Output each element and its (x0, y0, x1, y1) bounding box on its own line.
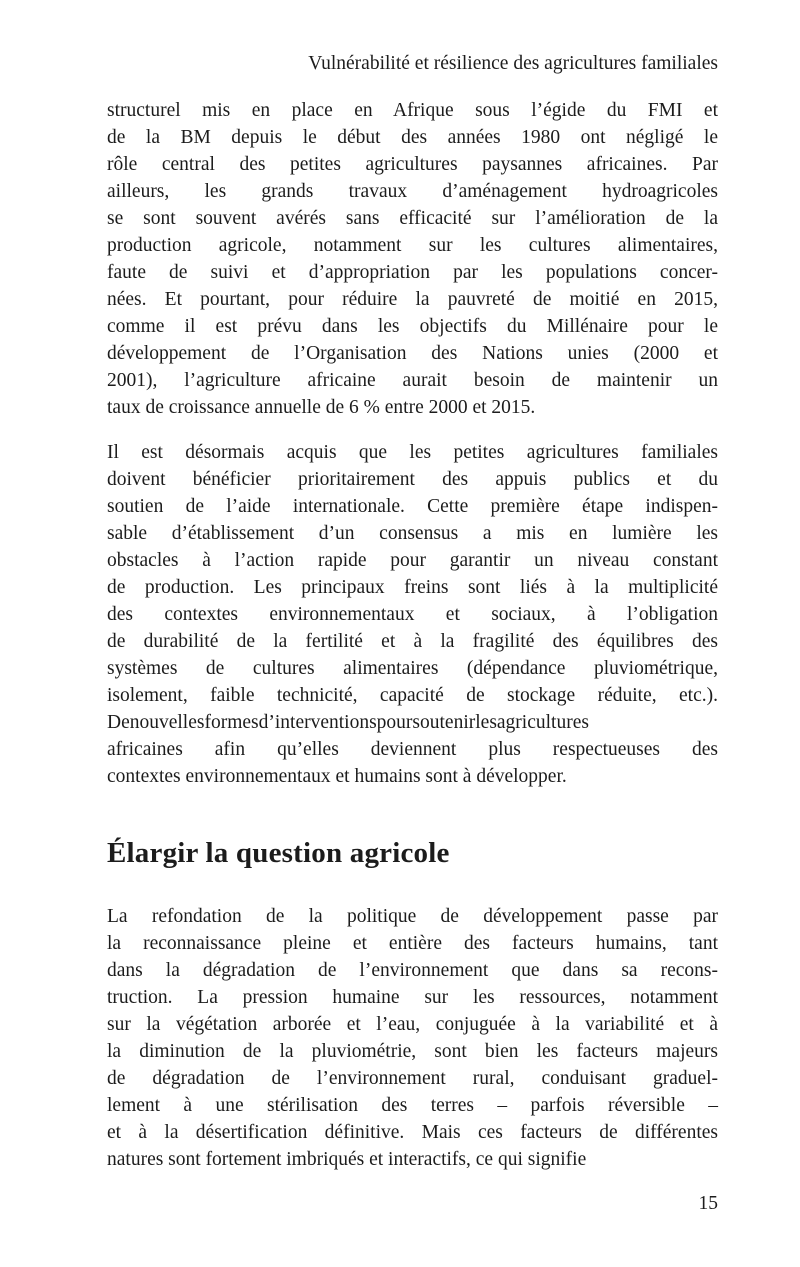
text-line: développement de l’Organisation des Nations unies (2000 et (107, 343, 718, 364)
text-line: des contextes environnementaux et sociaux, à l’obligation (107, 604, 718, 625)
text-line: taux de croissance annuelle de 6 % entre 2000 et 2015. (107, 397, 536, 418)
section-heading: Élargir la question agricole (107, 837, 450, 869)
text-line: se sont souvent avérés sans efficacité sur l’amélioration de la (107, 208, 718, 229)
text-line: contextes environnementaux et humains sont à développer. (107, 766, 567, 787)
text-line: obstacles à l’action rapide pour garantir un niveau constant (107, 550, 718, 571)
text-line: doivent bénéficier prioritairement des appuis publics et du (107, 469, 718, 490)
text-line: sable d’établissement d’un consensus a mis en lumière les (107, 523, 718, 544)
text-line: 2001), l’agriculture africaine aurait besoin de maintenir un (107, 370, 718, 391)
text-line: production agricole, notamment sur les cultures alimentaires, (107, 235, 718, 256)
text-line: de production. Les principaux freins sont liés à la multiplicité (107, 577, 718, 598)
paragraph (107, 439, 718, 790)
text-line: ailleurs, les grands travaux d’aménagement hydroagricoles (107, 181, 718, 202)
page-body (107, 0, 718, 1191)
text-line: africaines afin qu’elles deviennent plus respectueuses des (107, 739, 718, 760)
text-line: dans la dégradation de l’environnement que dans sa recons- (107, 960, 718, 981)
paragraph (107, 97, 718, 421)
text-line: La refondation de la politique de développement passe par (107, 906, 718, 927)
text-line: de la BM depuis le début des années 1980 ont négligé le (107, 127, 718, 148)
text-line: isolement, faible technicité, capacité de stockage réduite, etc.). (107, 685, 718, 706)
text-line: Denouvellesformesd’interventionspoursoutenirlesagricultures (107, 712, 589, 733)
text-line: natures sont fortement imbriqués et interactifs, ce qui signifie (107, 1149, 587, 1170)
text-line: de dégradation de l’environnement rural, conduisant graduel- (107, 1068, 718, 1089)
text-line: structurel mis en place en Afrique sous l’égide du FMI et (107, 100, 718, 121)
text-line: soutien de l’aide internationale. Cette première étape indispen- (107, 496, 718, 517)
text-line: de durabilité de la fertilité et à la fragilité des équilibres des (107, 631, 718, 652)
text-line: truction. La pression humaine sur les ressources, notamment (107, 987, 718, 1008)
text-line: Il est désormais acquis que les petites agricultures familiales (107, 442, 718, 463)
text-line: systèmes de cultures alimentaires (dépendance pluviométrique, (107, 658, 718, 679)
text-line: la diminution de la pluviométrie, sont bien les facteurs majeurs (107, 1041, 718, 1062)
text-line: et à la désertification définitive. Mais ces facteurs de différentes (107, 1122, 718, 1143)
text-line: la reconnaissance pleine et entière des facteurs humains, tant (107, 933, 718, 954)
text-line: sur la végétation arborée et l’eau, conjuguée à la variabilité et à (107, 1014, 718, 1035)
paragraph (107, 903, 718, 1173)
page-number: 15 (698, 1193, 718, 1214)
text-line: rôle central des petites agricultures paysannes africaines. Par (107, 154, 718, 175)
text-line: faute de suivi et d’appropriation par les populations concer- (107, 262, 718, 283)
text-line: lement à une stérilisation des terres – parfois réversible – (107, 1095, 718, 1116)
running-header: Vulnérabilité et résilience des agricultures familiales (308, 53, 718, 74)
text-line: comme il est prévu dans les objectifs du Millénaire pour le (107, 316, 718, 337)
text-line: nées. Et pourtant, pour réduire la pauvreté de moitié en 2015, (107, 289, 718, 310)
